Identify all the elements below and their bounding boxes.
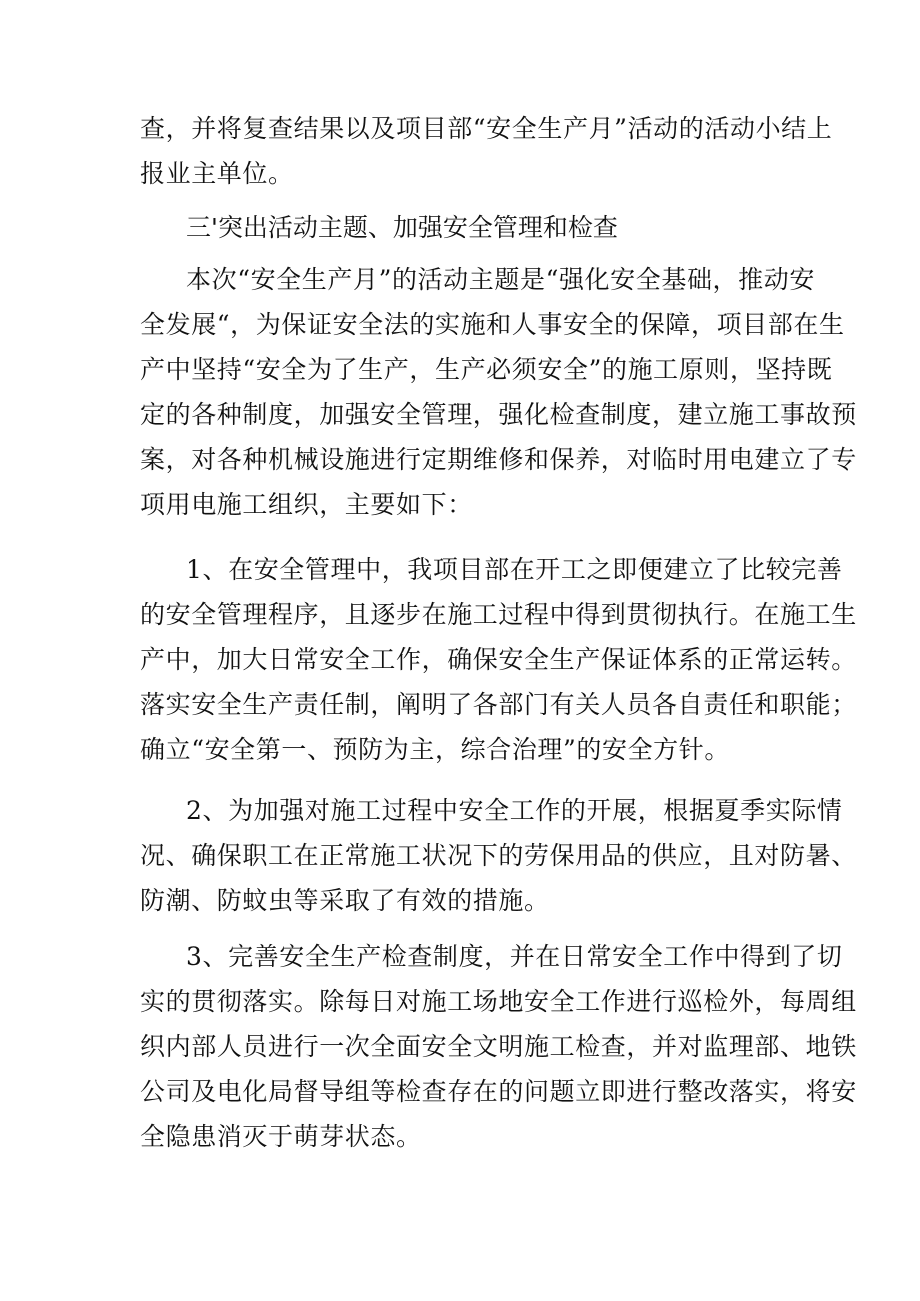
intro-paragraph (140, 257, 857, 527)
paragraph-line: 防潮、防蚊虫等采取了有效的措施。 (140, 886, 550, 915)
paragraph-line: 落实安全生产责任制，阐明了各部门有关人员各自责任和职能； (140, 690, 857, 719)
paragraph-line: 2、为加强对施工过程中安全工作的开展，根据夏季实际情 (186, 796, 843, 825)
paragraph-line: 案，对各种机械设施进行定期维修和保养，对临时用电建立了专 (140, 445, 857, 474)
paragraph-line: 查，并将复查结果以及项目部“安全生产月”活动的活动小结上 (140, 114, 833, 143)
paragraph-line: 3、完善安全生产检查制度，并在日常安全工作中得到了切 (186, 942, 843, 971)
paragraph-line: 产中，加大日常安全工作，确保安全生产保证体系的正常运转。 (140, 645, 857, 674)
item-1-paragraph (140, 547, 857, 772)
paragraph-line: 产中坚持“安全为了生产，生产必须安全”的施工原则，坚持既 (140, 355, 833, 384)
paragraph-line: 1、在安全管理中，我项目部在开工之即便建立了比较完善 (186, 555, 843, 584)
item-3-paragraph (140, 934, 857, 1159)
paragraph-line: 实的贯彻落实。除每日对施工场地安全工作进行巡检外，每周组 (140, 987, 857, 1016)
paragraph-line: 公司及电化局督导组等检查存在的问题立即进行整改落实，将安 (140, 1077, 857, 1106)
paragraph-line: 全发展“，为保证安全法的实施和人事安全的保障，项目部在生 (140, 310, 845, 339)
paragraph-line: 全隐患消灭于萌芽状态。 (140, 1122, 422, 1151)
section-heading: 三'突出活动主题、加强安全管理和检查 (186, 213, 618, 242)
paragraph-line: 确立“安全第一、预防为主，综合治理”的安全方针。 (140, 735, 730, 764)
paragraph-line: 项用电施工组织，主要如下： (140, 490, 473, 519)
paragraph-line: 况、确保职工在正常施工状况下的劳保用品的供应，且对防暑、 (140, 841, 857, 870)
paragraph-line: 报业主单位。 (140, 159, 294, 188)
paragraph-line: 的安全管理程序，且逐步在施工过程中得到贯彻执行。在施工生 (140, 600, 857, 629)
paragraph-line: 定的各种制度，加强安全管理，强化检查制度，建立施工事故预 (140, 400, 857, 429)
item-2-paragraph (140, 788, 857, 923)
paragraph-line: 本次“安全生产月”的活动主题是“强化安全基础，推动安 (186, 265, 815, 294)
paragraph-line: 织内部人员进行一次全面安全文明施工检查，并对监理部、地铁 (140, 1032, 857, 1061)
continuation-paragraph (140, 106, 833, 196)
